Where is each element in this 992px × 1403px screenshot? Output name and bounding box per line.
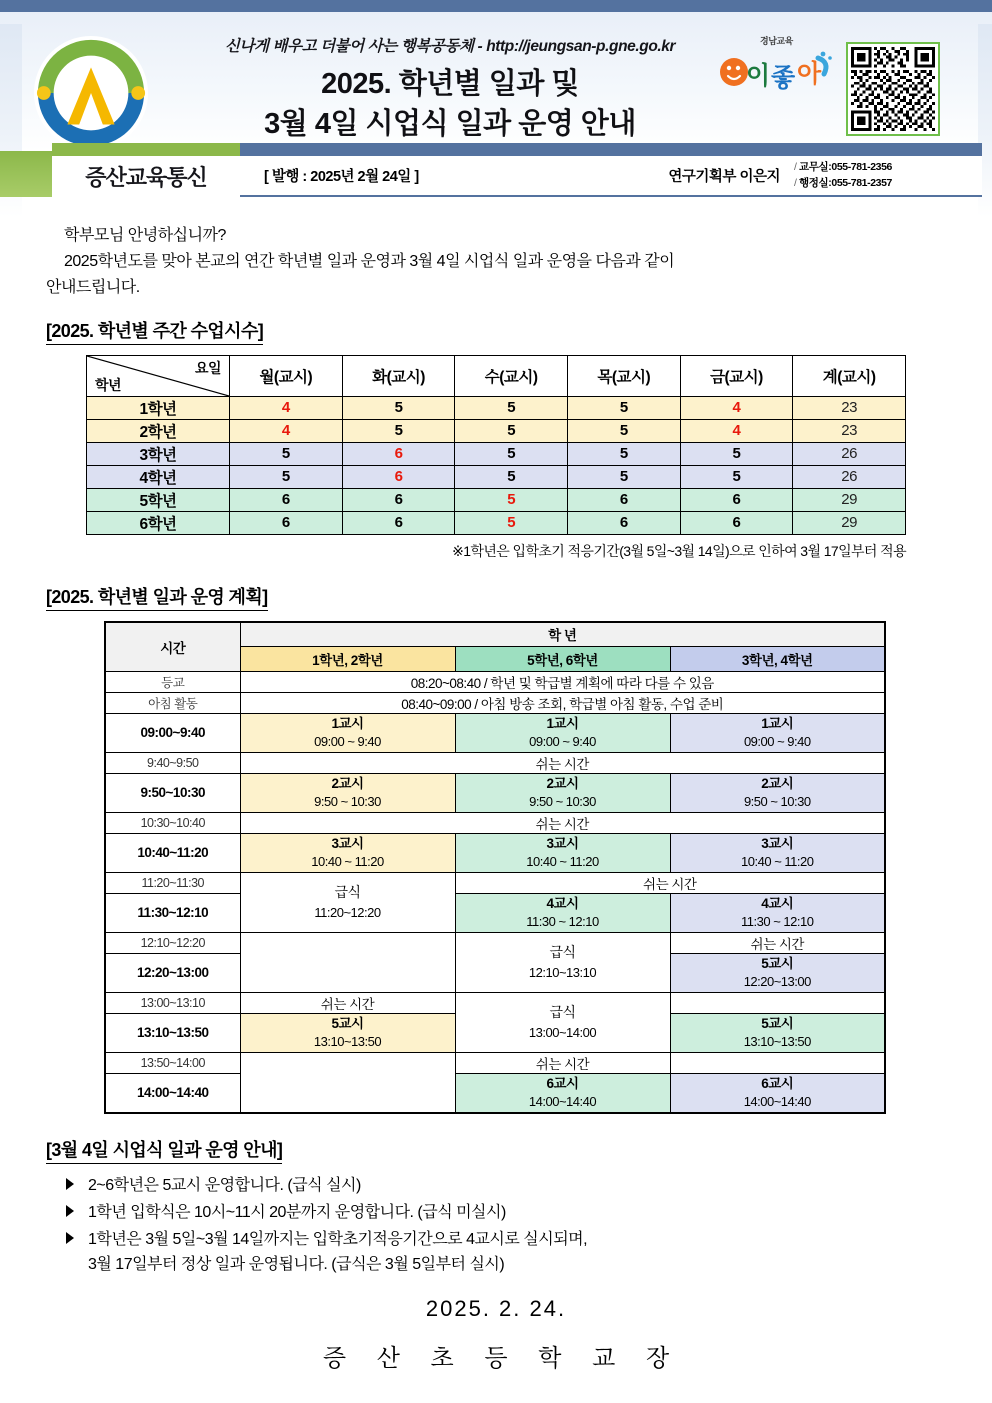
cell-g4-thu: 5: [567, 465, 680, 488]
cell-g1-mon: 4: [230, 396, 343, 419]
cell-p5-grade34-time: 12:20~13:00: [743, 974, 811, 990]
cell-g5-mon: 6: [230, 488, 343, 511]
cell-g1-wed: 5: [455, 396, 568, 419]
row-label-grade4: 4학년: [87, 465, 230, 488]
table-row: [105, 872, 885, 893]
table-row: [105, 812, 885, 833]
triangle-bullet-icon: [66, 1232, 74, 1244]
row-label-period-2: 9:50~10:30: [105, 773, 240, 812]
document-body: [0, 205, 992, 1373]
cell-lunch-grade12-title: 급식: [334, 883, 361, 900]
cell-g4-fri: 5: [680, 465, 793, 488]
row-label-rest-5: 13:00~13:10: [105, 992, 240, 1013]
school-tagline: 신나게 배우고 더불어 사는 행복공동체 - http://jeungsan-p.gne.go.kr: [224, 38, 676, 55]
cell-lunch-grade34: [455, 992, 670, 1052]
cell-blank-grade34-afternoon: [670, 1052, 885, 1073]
cell-p5-grade34-title: 5교시: [761, 955, 794, 971]
cell-p6-grade56-time: 14:00~14:40: [528, 1094, 597, 1110]
schedule-header-grade-3-4: 3학년, 4학년: [670, 646, 885, 671]
page-title-line2: 3월 4일 시업식 일과 운영 안내: [264, 108, 636, 141]
cell-g4-mon: 5: [230, 465, 343, 488]
cell-p5-grade56: [670, 1013, 885, 1052]
cell-p6-grade34-time: 14:00~14:40: [743, 1094, 811, 1110]
cell-g2-fri: 4: [680, 419, 793, 442]
cell-p1-grade12-time: 09:00 ~ 9:40: [314, 734, 381, 750]
qr-code[interactable]: [846, 42, 940, 136]
weekly-hours-table: [86, 355, 906, 535]
corner-row-label: 학년: [95, 376, 122, 393]
table-row: [105, 992, 885, 1013]
cell-p5-grade56-title: 5교시: [761, 1015, 794, 1031]
row-label-rest-1: 9:40~9:50: [105, 752, 240, 773]
cell-g6-tue: 6: [342, 511, 455, 534]
row-label-grade2: 2학년: [87, 419, 230, 442]
cell-g3-wed: 5: [455, 442, 568, 465]
table-row: [105, 893, 885, 932]
cell-p2-grade34-title: 2교시: [761, 775, 794, 791]
contact-admin-line: / 행정실:055-781-2357: [794, 177, 892, 190]
cell-blank-grade12-afternoon: [240, 1052, 455, 1113]
cell-rest-5: 쉬는 시간: [240, 992, 455, 1013]
cell-p3-grade34: [670, 833, 885, 872]
issue-date: [ 발행 : 2025년 2월 24일 ]: [264, 169, 419, 185]
cell-g6-mon: 6: [230, 511, 343, 534]
row-label-rest-3: 11:20~11:30: [105, 872, 240, 893]
contact-admin-number: 055-781-2357: [831, 177, 892, 190]
cell-p2-grade56-title: 2교시: [546, 775, 579, 791]
cell-p4-grade34-time: 11:30 ~ 12:10: [741, 914, 814, 930]
row-label-grade5: 5학년: [87, 488, 230, 511]
list-item: [66, 1228, 946, 1278]
cell-p1-grade34-time: 09:00 ~ 9:40: [743, 734, 811, 750]
notice-item-3-line2: 3월 17일부터 정상 일과 운영됩니다. (급식은 3월 5일부터 실시): [88, 1255, 505, 1273]
row-label-period-5-early: 12:20~13:00: [105, 953, 240, 992]
section-3-heading: [46, 1136, 946, 1164]
cell-p3-grade34-title: 3교시: [761, 835, 794, 851]
cell-g2-mon: 4: [230, 419, 343, 442]
cell-p5-grade12: [240, 1013, 455, 1052]
row-label-period-5: 13:10~13:50: [105, 1013, 240, 1052]
contact-admin-label: 행정실: [799, 177, 829, 190]
table-row: [105, 773, 885, 812]
cell-g3-fri: 5: [680, 442, 793, 465]
section-1-heading: [46, 317, 946, 345]
cell-g4-wed: 5: [455, 465, 568, 488]
cell-p6-grade56-title: 6교시: [546, 1075, 579, 1091]
page-title: [150, 64, 750, 144]
table-row: [105, 752, 885, 773]
cell-p4-grade56-time: 11:30 ~ 12:10: [526, 914, 599, 930]
col-header-wed: 수(교시): [455, 355, 568, 396]
cell-g6-fri: 6: [680, 511, 793, 534]
weekly-hours-header-row: [87, 355, 906, 396]
cell-p4-grade56: [455, 893, 670, 932]
cell-rest-4: 쉬는 시간: [670, 932, 885, 953]
cell-lunch-grade12-time: 11:20~12:20: [314, 904, 381, 920]
cell-arrival-text: 08:20~08:40 / 학년 및 학급별 계획에 따라 다를 수 있음: [240, 671, 885, 692]
row-label-morning-activity: 아침 활동: [105, 692, 240, 713]
svg-text:이: 이: [746, 62, 771, 90]
banner-title-box: [52, 156, 240, 197]
cell-g5-total: 29: [793, 488, 906, 511]
contact-info-box: [790, 156, 982, 197]
cell-p1-grade12: [240, 713, 455, 752]
banner-blue-top-rule: [240, 143, 982, 156]
cell-p5-grade12-time: 13:10~13:50: [313, 1034, 382, 1050]
cell-g1-fri: 4: [680, 396, 793, 419]
schedule-tbody: [105, 671, 885, 1113]
table-row: [87, 488, 906, 511]
daily-schedule-table: [104, 621, 886, 1114]
table-row: [105, 713, 885, 752]
cell-g5-wed: 5: [455, 488, 568, 511]
cell-g4-tue: 6: [342, 465, 455, 488]
row-label-grade6: 6학년: [87, 511, 230, 534]
cell-g3-tue: 6: [342, 442, 455, 465]
table-row: [105, 671, 885, 692]
cell-p2-grade12-time: 9:50 ~ 10:30: [314, 794, 381, 810]
page-title-line1: 2025. 학년별 일과 및: [321, 68, 579, 100]
banner-title-text: 증산교육통신: [85, 165, 207, 190]
cell-p3-grade34-time: 10:40 ~ 11:20: [741, 854, 814, 870]
cell-p2-grade12-title: 2교시: [331, 775, 364, 791]
cell-p3-grade12-time: 10:40 ~ 11:20: [311, 854, 384, 870]
cell-p6-grade34: [670, 1073, 885, 1113]
cell-lunch-grade12: [240, 872, 455, 932]
cell-blank-grade12-midday: [240, 932, 455, 992]
cell-p4-grade34-title: 4교시: [761, 895, 794, 911]
contact-slash-1: /: [794, 161, 800, 173]
cell-g2-tue: 5: [342, 419, 455, 442]
schedule-header-row-1: [105, 622, 885, 647]
schedule-header-grade: 학 년: [240, 622, 885, 647]
notice-item-2-line1: 1학년 입학식은 10시~11시 20분까지 운영합니다. (급식 미실시): [88, 1203, 506, 1221]
cell-p2-grade34: [670, 773, 885, 812]
schedule-header-grade-1-2: 1학년, 2학년: [240, 646, 455, 671]
contact-office-label: 교무실: [799, 161, 829, 173]
notice-item-3-line1: 1학년은 3월 5일~3월 14일까지는 입학초기적응기간으로 4교시로 실시되며,: [88, 1230, 588, 1248]
row-label-period-4: 11:30~12:10: [105, 893, 240, 932]
banner-info-box: [240, 156, 790, 197]
cell-g3-total: 26: [793, 442, 906, 465]
table-row: [87, 419, 906, 442]
contact-slash-2: /: [794, 177, 800, 190]
table-row: [105, 932, 885, 953]
col-header-tue: 화(교시): [342, 355, 455, 396]
schedule-thead: [105, 622, 885, 672]
row-label-period-1: 09:00~9:40: [105, 713, 240, 752]
cell-rest-1: 쉬는 시간: [240, 752, 885, 773]
col-header-fri: 금(교시): [680, 355, 793, 396]
cell-g2-total: 23: [793, 419, 906, 442]
cell-g5-thu: 6: [567, 488, 680, 511]
cell-lunch-grade34-time: 13:00~14:00: [528, 1024, 597, 1040]
cell-p1-grade56-time: 09:00 ~ 9:40: [529, 734, 596, 750]
cell-p5-grade56-time: 13:10~13:50: [743, 1034, 811, 1050]
cell-rest-6: 쉬는 시간: [455, 1052, 670, 1073]
contact-office-line: / 교무실:055-781-2356: [794, 161, 892, 173]
school-emblem-logo: [32, 34, 150, 152]
cell-p3-grade56: [455, 833, 670, 872]
cell-g6-total: 29: [793, 511, 906, 534]
weekly-hours-tbody: [87, 396, 906, 534]
intro-line-2: 2025학년도를 맞아 본교의 연간 학년별 일과 운영과 3월 4일 시업식 일과 운영을 다음과 같이: [64, 252, 675, 270]
cell-g4-total: 26: [793, 465, 906, 488]
section-2-heading-text: [2025. 학년별 일과 운영 계획]: [46, 583, 268, 611]
cell-lunch-grade34-title: 급식: [549, 1003, 576, 1020]
cell-g1-total: 23: [793, 396, 906, 419]
cell-p1-grade34-title: 1교시: [761, 715, 794, 731]
schedule-header-time: 시간: [105, 622, 240, 672]
triangle-bullet-icon: [66, 1178, 74, 1190]
section-3-notice: [46, 1136, 946, 1278]
cell-rest-2: 쉬는 시간: [240, 812, 885, 833]
row-label-rest-4: 12:10~12:20: [105, 932, 240, 953]
schedule-header-grade-5-6: 5학년, 6학년: [455, 646, 670, 671]
signature-authority: 증 산 초 등 학 교 장: [322, 1344, 682, 1372]
page-header: [0, 0, 992, 205]
cell-morning-text: 08:40~09:00 / 아침 방송 조회, 학급별 아침 활동, 수업 준비: [240, 692, 885, 713]
cell-g2-wed: 5: [455, 419, 568, 442]
table-row: [105, 833, 885, 872]
cell-p3-grade56-time: 10:40 ~ 11:20: [526, 854, 599, 870]
cell-g5-fri: 6: [680, 488, 793, 511]
cell-p2-grade12: [240, 773, 455, 812]
svg-text:좋: 좋: [771, 64, 796, 92]
cell-p3-grade56-title: 3교시: [546, 835, 579, 851]
cell-p2-grade56-time: 9:50 ~ 10:30: [529, 794, 596, 810]
row-label-rest-2: 10:30~10:40: [105, 812, 240, 833]
cell-p1-grade34: [670, 713, 885, 752]
table-row: [87, 465, 906, 488]
cell-p3-grade12-title: 3교시: [331, 835, 364, 851]
section-2-heading: [46, 583, 946, 611]
intro-line-3: 안내드립니다.: [46, 278, 140, 296]
cell-g1-thu: 5: [567, 396, 680, 419]
notice-item-1-line1: 2~6학년은 5교시 운영합니다. (급식 실시): [88, 1176, 361, 1194]
cell-rest-3: 쉬는 시간: [455, 872, 885, 893]
cell-p5-grade12-title: 5교시: [331, 1015, 364, 1031]
table-row: [105, 1073, 885, 1113]
table-row: [105, 692, 885, 713]
ai-joha-logo: [718, 40, 836, 102]
row-label-rest-6: 13:50~14:00: [105, 1052, 240, 1073]
section-3-heading-text: [3월 4일 시업식 일과 운영 안내]: [46, 1136, 282, 1164]
row-label-grade1: 1학년: [87, 396, 230, 419]
table-row: [87, 511, 906, 534]
cell-g1-tue: 5: [342, 396, 455, 419]
triangle-bullet-icon: [66, 1205, 74, 1217]
department-author: 연구기획부 이은지: [668, 169, 780, 185]
table-row: [87, 396, 906, 419]
intro-paragraph: [46, 223, 946, 301]
col-header-mon: 월(교시): [230, 355, 343, 396]
notice-list: [46, 1174, 946, 1278]
cell-g2-thu: 5: [567, 419, 680, 442]
corner-col-label: 요일: [194, 359, 221, 376]
row-label-period-6: 14:00~14:40: [105, 1073, 240, 1113]
cell-lunch-grade56-time: 12:10~13:10: [528, 964, 597, 980]
list-item: [66, 1201, 946, 1226]
cell-g3-thu: 5: [567, 442, 680, 465]
table-row: [105, 1052, 885, 1073]
cell-p2-grade34-time: 9:50 ~ 10:30: [743, 794, 811, 810]
cell-lunch-grade56-title: 급식: [549, 943, 576, 960]
section-1-heading-text: [2025. 학년별 주간 수업시수]: [46, 317, 263, 345]
contact-office-number: 055-781-2356: [831, 161, 892, 173]
cell-g5-tue: 6: [342, 488, 455, 511]
list-item: [66, 1174, 946, 1199]
cell-p4-grade56-title: 4교시: [546, 895, 579, 911]
signature-date: 2025. 2. 24.: [425, 1295, 567, 1321]
cell-p1-grade56-title: 1교시: [546, 715, 579, 731]
newsletter-banner: [0, 143, 992, 205]
intro-line-1: 학부모님 안녕하십니까?: [64, 227, 226, 244]
row-label-arrival: 등교: [105, 671, 240, 692]
corner-diagonal-cell: [87, 355, 230, 396]
cell-lunch-grade56: [455, 932, 670, 992]
cell-g6-wed: 5: [455, 511, 568, 534]
cell-p5-grade34: [670, 953, 885, 992]
cell-p3-grade12: [240, 833, 455, 872]
cell-p6-grade56: [455, 1073, 670, 1113]
cell-p1-grade12-title: 1교시: [331, 715, 364, 731]
col-header-total: 계(교시): [793, 355, 906, 396]
signature-block: [46, 1296, 946, 1373]
banner-green-top-rule: [52, 143, 240, 156]
row-label-grade3: 3학년: [87, 442, 230, 465]
col-header-thu: 목(교시): [567, 355, 680, 396]
cell-g6-thu: 6: [567, 511, 680, 534]
cell-p1-grade56: [455, 713, 670, 752]
gne-education-caption: 경남교육: [760, 36, 793, 46]
cell-g3-mon: 5: [230, 442, 343, 465]
weekly-hours-footnote: ※1학년은 입학초기 적응기간(3월 5일~3월 14일)으로 인하여 3월 17일부터 적용: [452, 542, 906, 559]
row-label-period-3: 10:40~11:20: [105, 833, 240, 872]
cell-p4-grade34: [670, 893, 885, 932]
svg-text:아: 아: [797, 60, 822, 88]
cell-p6-grade34-title: 6교시: [761, 1075, 794, 1091]
weekly-hours-thead: [87, 355, 906, 396]
cell-p2-grade56: [455, 773, 670, 812]
table-row: [87, 442, 906, 465]
